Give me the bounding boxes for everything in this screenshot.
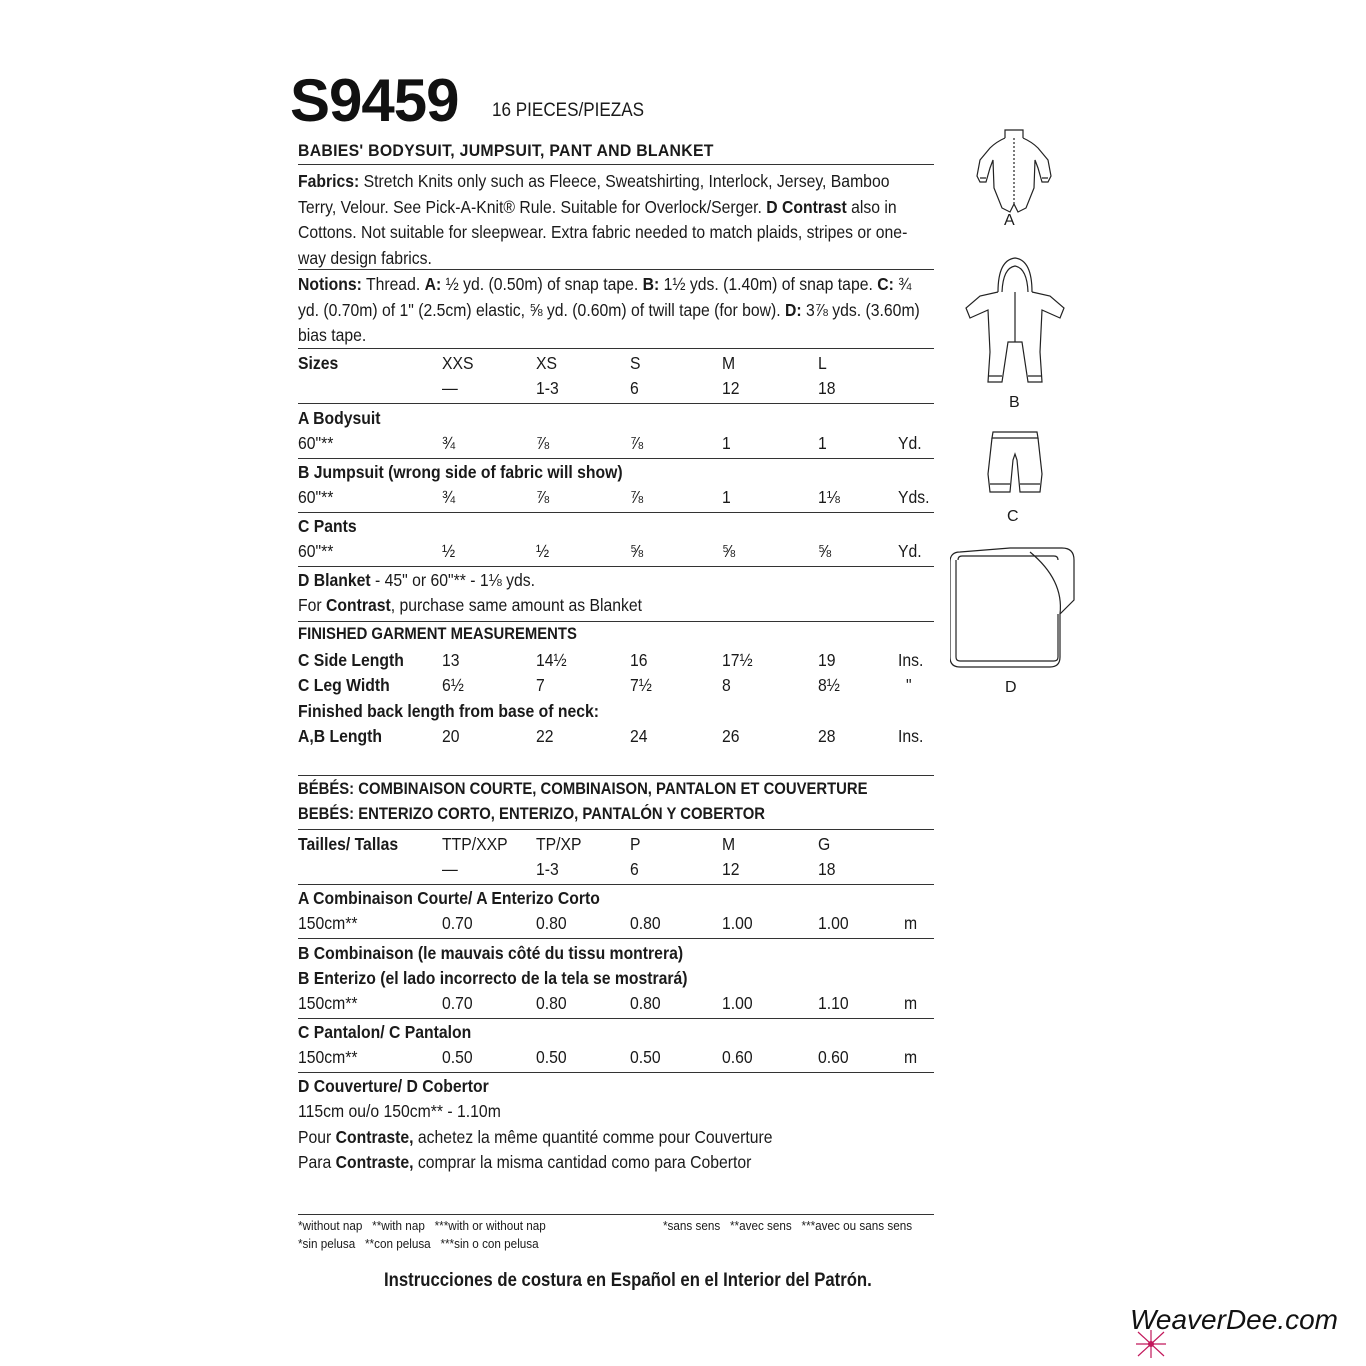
measurement-name: C Side Length	[298, 650, 404, 670]
yardage-row-metric	[298, 913, 938, 938]
fabric-width: 60"**	[298, 487, 334, 507]
measurement-name: C Leg Width	[298, 675, 390, 695]
divider	[298, 829, 934, 830]
pattern-number: S9459	[290, 67, 459, 134]
footnote-en: *without nap **with nap ***with or without nap	[298, 1218, 546, 1233]
yardage-value: ¾	[442, 487, 456, 507]
measurement-value: 8½	[818, 675, 840, 695]
yardage-value: ⅞	[536, 487, 550, 507]
measurement-value: 7½	[630, 675, 652, 695]
yardage-value: 0.70	[442, 913, 473, 933]
contraste-word: Contraste,	[335, 1152, 414, 1172]
yardage-row	[298, 433, 938, 458]
yardage-value: 1	[722, 487, 731, 507]
blanket-line	[298, 570, 535, 591]
size-name: G	[818, 834, 831, 854]
view-c-name: C Pants	[298, 516, 357, 536]
yardage-value: ⅞	[630, 433, 644, 453]
yardage-value: 0.80	[630, 913, 661, 933]
notions-c: C:	[877, 274, 894, 294]
sizes-num-row	[298, 378, 938, 403]
notions-text: 1½ yds. (1.40m) of snap tape.	[659, 274, 878, 294]
divider	[298, 1018, 934, 1019]
yardage-unit: m	[904, 1047, 918, 1067]
yardage-value: 0.70	[442, 993, 473, 1013]
measurement-row	[298, 726, 938, 751]
divider	[298, 403, 934, 404]
sizes-label: Sizes	[298, 353, 339, 373]
measurement-value: 13	[442, 650, 460, 670]
view-b-name-fr: B Combinaison (le mauvais côté du tissu montrera)	[298, 943, 684, 963]
yardage-row-metric	[298, 993, 938, 1018]
yardage-unit: m	[904, 993, 918, 1013]
size-num: 1-3	[536, 378, 559, 398]
sizes-label: Tailles/ Tallas	[298, 834, 399, 854]
para-word: Para	[298, 1152, 336, 1172]
yardage-value: ⅞	[536, 433, 550, 453]
yardage-value: 0.50	[630, 1047, 661, 1067]
yardage-value: 1	[722, 433, 731, 453]
measurement-value: 8	[722, 675, 731, 695]
view-a-name-fr-es: A Combinaison Courte/ A Enterizo Corto	[298, 888, 600, 908]
view-b-label: B	[1009, 394, 1020, 411]
yardage-value: 1.10	[818, 993, 849, 1013]
divider	[298, 884, 934, 885]
size-name: TTP/XXP	[442, 834, 508, 854]
divider	[298, 1214, 934, 1215]
contrast-word: Contrast	[326, 595, 391, 615]
yardage-unit: Yds.	[898, 487, 930, 507]
yardage-value: ⅝	[630, 541, 644, 561]
yardage-value: ½	[442, 541, 456, 561]
piece-count: 16 PIECES/PIEZAS	[492, 100, 645, 121]
view-a-label: A	[1004, 212, 1015, 229]
fabrics-text: Stretch Knits only such as Fleece, Sweatshirting, Interlock, Jersey, Bamboo Terry, Velour. See Pick-A-Knit® Rule. Suitable for Overlock/Serger.	[298, 171, 890, 217]
measurement-value: 14½	[536, 650, 567, 670]
yardage-value: 0.80	[630, 993, 661, 1013]
title-fr: BÉBÉS: COMBINAISON COURTE, COMBINAISON, PANTALON ET COUVERTURE	[298, 780, 868, 798]
measurement-value: 6½	[442, 675, 464, 695]
yardage-value: 0.60	[722, 1047, 753, 1067]
bodysuit-sketch	[977, 130, 1051, 212]
measurement-name: A,B Length	[298, 726, 382, 746]
contrast-tail: , purchase same amount as Blanket	[390, 595, 643, 615]
measurement-value: 16	[630, 650, 648, 670]
measurement-value: 19	[818, 650, 836, 670]
notions-paragraph	[298, 272, 928, 349]
notions-b: B:	[642, 274, 660, 294]
view-a-name: A Bodysuit	[298, 408, 381, 428]
size-num: 18	[818, 378, 836, 398]
view-d-label: D	[1005, 679, 1017, 696]
size-name: M	[722, 353, 736, 373]
measurement-unit: "	[906, 675, 912, 695]
yardage-row	[298, 541, 938, 566]
brand-name: WeaverDee.com	[1129, 1304, 1338, 1335]
size-num: 6	[630, 378, 639, 398]
back-length-label: Finished back length from base of neck:	[298, 701, 600, 721]
size-num: 1-3	[536, 859, 559, 879]
pattern-title: BABIES' BODYSUIT, JUMPSUIT, PANT AND BLANKET	[298, 141, 714, 160]
blanket-sketch	[950, 548, 1074, 667]
fabric-width: 150cm**	[298, 993, 358, 1013]
yardage-value: 1.00	[722, 993, 753, 1013]
yardage-value: 0.50	[536, 1047, 567, 1067]
sizes-row-fr-es	[298, 834, 938, 859]
notions-d: D:	[785, 299, 802, 320]
yardage-value: ⅝	[818, 541, 832, 561]
notions-text: ½ yd. (0.50m) of snap tape.	[441, 274, 643, 294]
yardage-value: 1.00	[818, 913, 849, 933]
divider	[298, 566, 934, 567]
measurement-value: 7	[536, 675, 545, 695]
yardage-value: ⅝	[722, 541, 736, 561]
yardage-value: ⅞	[630, 487, 644, 507]
yardage-value: 0.50	[442, 1047, 473, 1067]
divider	[298, 938, 934, 939]
divider	[298, 164, 934, 165]
notions-a: A:	[424, 274, 442, 294]
size-name: M	[722, 834, 736, 854]
divider	[298, 458, 934, 459]
yardage-value: 1⅛	[818, 487, 840, 507]
blanket-yardage: - 45" or 60"** - 1⅛ yds.	[370, 570, 536, 590]
size-name: XS	[536, 353, 558, 373]
yardage-value: 1.00	[722, 913, 753, 933]
notions-text: Thread.	[361, 274, 425, 294]
fabrics-label: Fabrics:	[298, 171, 360, 191]
size-num: —	[442, 859, 458, 879]
divider	[298, 269, 934, 270]
yardage-row-metric	[298, 1047, 938, 1072]
pour-word: Pour	[298, 1127, 336, 1147]
notions-label: Notions:	[298, 274, 362, 294]
size-num: —	[442, 378, 458, 398]
blanket-metric-line: 115cm ou/o 150cm** - 1.10m	[298, 1101, 501, 1121]
size-num: 12	[722, 859, 740, 879]
divider	[298, 621, 934, 622]
fabrics-text-2: also in Cottons. Not suitable for sleepwear. Extra fabric needed to match plaids, stripes or one-way design fabrics.	[298, 196, 908, 268]
divider	[298, 512, 934, 513]
view-sketches	[950, 120, 1090, 720]
divider	[298, 348, 934, 349]
pour-tail: achetez la même quantité comme pour Couverture	[413, 1127, 773, 1147]
yardage-value: 0.80	[536, 993, 567, 1013]
divider	[298, 1072, 934, 1073]
fabric-width: 150cm**	[298, 1047, 358, 1067]
fabrics-paragraph	[298, 169, 928, 271]
view-b-name-es: B Enterizo (el lado incorrecto de la tela se mostrará)	[298, 968, 688, 988]
sizes-num-row-fr-es	[298, 859, 938, 884]
measurement-value: 28	[818, 726, 836, 746]
contrast-for: For	[298, 595, 327, 615]
measurement-row	[298, 650, 938, 675]
jumpsuit-sketch	[966, 258, 1064, 382]
size-num: 12	[722, 378, 740, 398]
sizes-row	[298, 353, 938, 378]
measurement-unit: Ins.	[898, 650, 924, 670]
size-name: L	[818, 353, 827, 373]
contraste-word: Contraste,	[335, 1127, 414, 1147]
fabrics-contrast: D Contrast	[766, 196, 847, 217]
measurement-value: 20	[442, 726, 460, 746]
yardage-value: 0.60	[818, 1047, 849, 1067]
view-d-name-fr-es: D Couverture/ D Cobertor	[298, 1076, 489, 1096]
spanish-instructions-note: Instrucciones de costura en Español en el Interior del Patrón.	[384, 1270, 872, 1291]
measurement-unit: Ins.	[898, 726, 924, 746]
contraste-fr-line	[298, 1127, 772, 1148]
view-d-name: D Blanket	[298, 570, 371, 590]
yardage-value: 0.80	[536, 913, 567, 933]
yardage-unit: Yd.	[898, 433, 922, 453]
size-name: S	[630, 353, 641, 373]
size-name: TP/XP	[536, 834, 582, 854]
yardage-unit: Yd.	[898, 541, 922, 561]
measurement-value: 24	[630, 726, 648, 746]
yardage-value: ½	[536, 541, 550, 561]
pants-sketch	[988, 432, 1042, 492]
size-num: 18	[818, 859, 836, 879]
yardage-row	[298, 487, 938, 512]
size-name: P	[630, 834, 641, 854]
view-c-name-fr-es: C Pantalon/ C Pantalon	[298, 1022, 472, 1042]
size-name: XXS	[442, 353, 474, 373]
measurement-row	[298, 675, 938, 700]
fabric-width: 60"**	[298, 433, 334, 453]
contraste-es-line	[298, 1152, 751, 1173]
yardage-value: 1	[818, 433, 827, 453]
view-b-name: B Jumpsuit (wrong side of fabric will show)	[298, 462, 623, 482]
notions-text: ¾ yd. (0.70m) of 1" (2.5cm) elastic, ⅝ yd. (0.60m) of twill tape (for bow).	[298, 274, 912, 320]
para-tail: comprar la misma cantidad como para Cobertor	[413, 1152, 752, 1172]
measurement-value: 26	[722, 726, 740, 746]
fabric-width: 150cm**	[298, 913, 358, 933]
fabric-width: 60"**	[298, 541, 334, 561]
size-num: 6	[630, 859, 639, 879]
measurement-value: 22	[536, 726, 554, 746]
yardage-value: ¾	[442, 433, 456, 453]
title-es: BEBÉS: ENTERIZO CORTO, ENTERIZO, PANTALÓN Y COBERTOR	[298, 805, 765, 823]
notions-text: 3⅞ yds. (3.60m) bias tape.	[298, 299, 920, 345]
divider	[298, 775, 934, 776]
measurement-value: 17½	[722, 650, 753, 670]
footnote-fr: *sans sens **avec sens ***avec ou sans sens	[663, 1218, 913, 1233]
yardage-unit: m	[904, 913, 918, 933]
view-c-label: C	[1007, 508, 1019, 525]
footnote-es: *sin pelusa **con pelusa ***sin o con pelusa	[298, 1236, 539, 1251]
contrast-line	[298, 595, 642, 616]
measurements-title: FINISHED GARMENT MEASUREMENTS	[298, 625, 577, 643]
